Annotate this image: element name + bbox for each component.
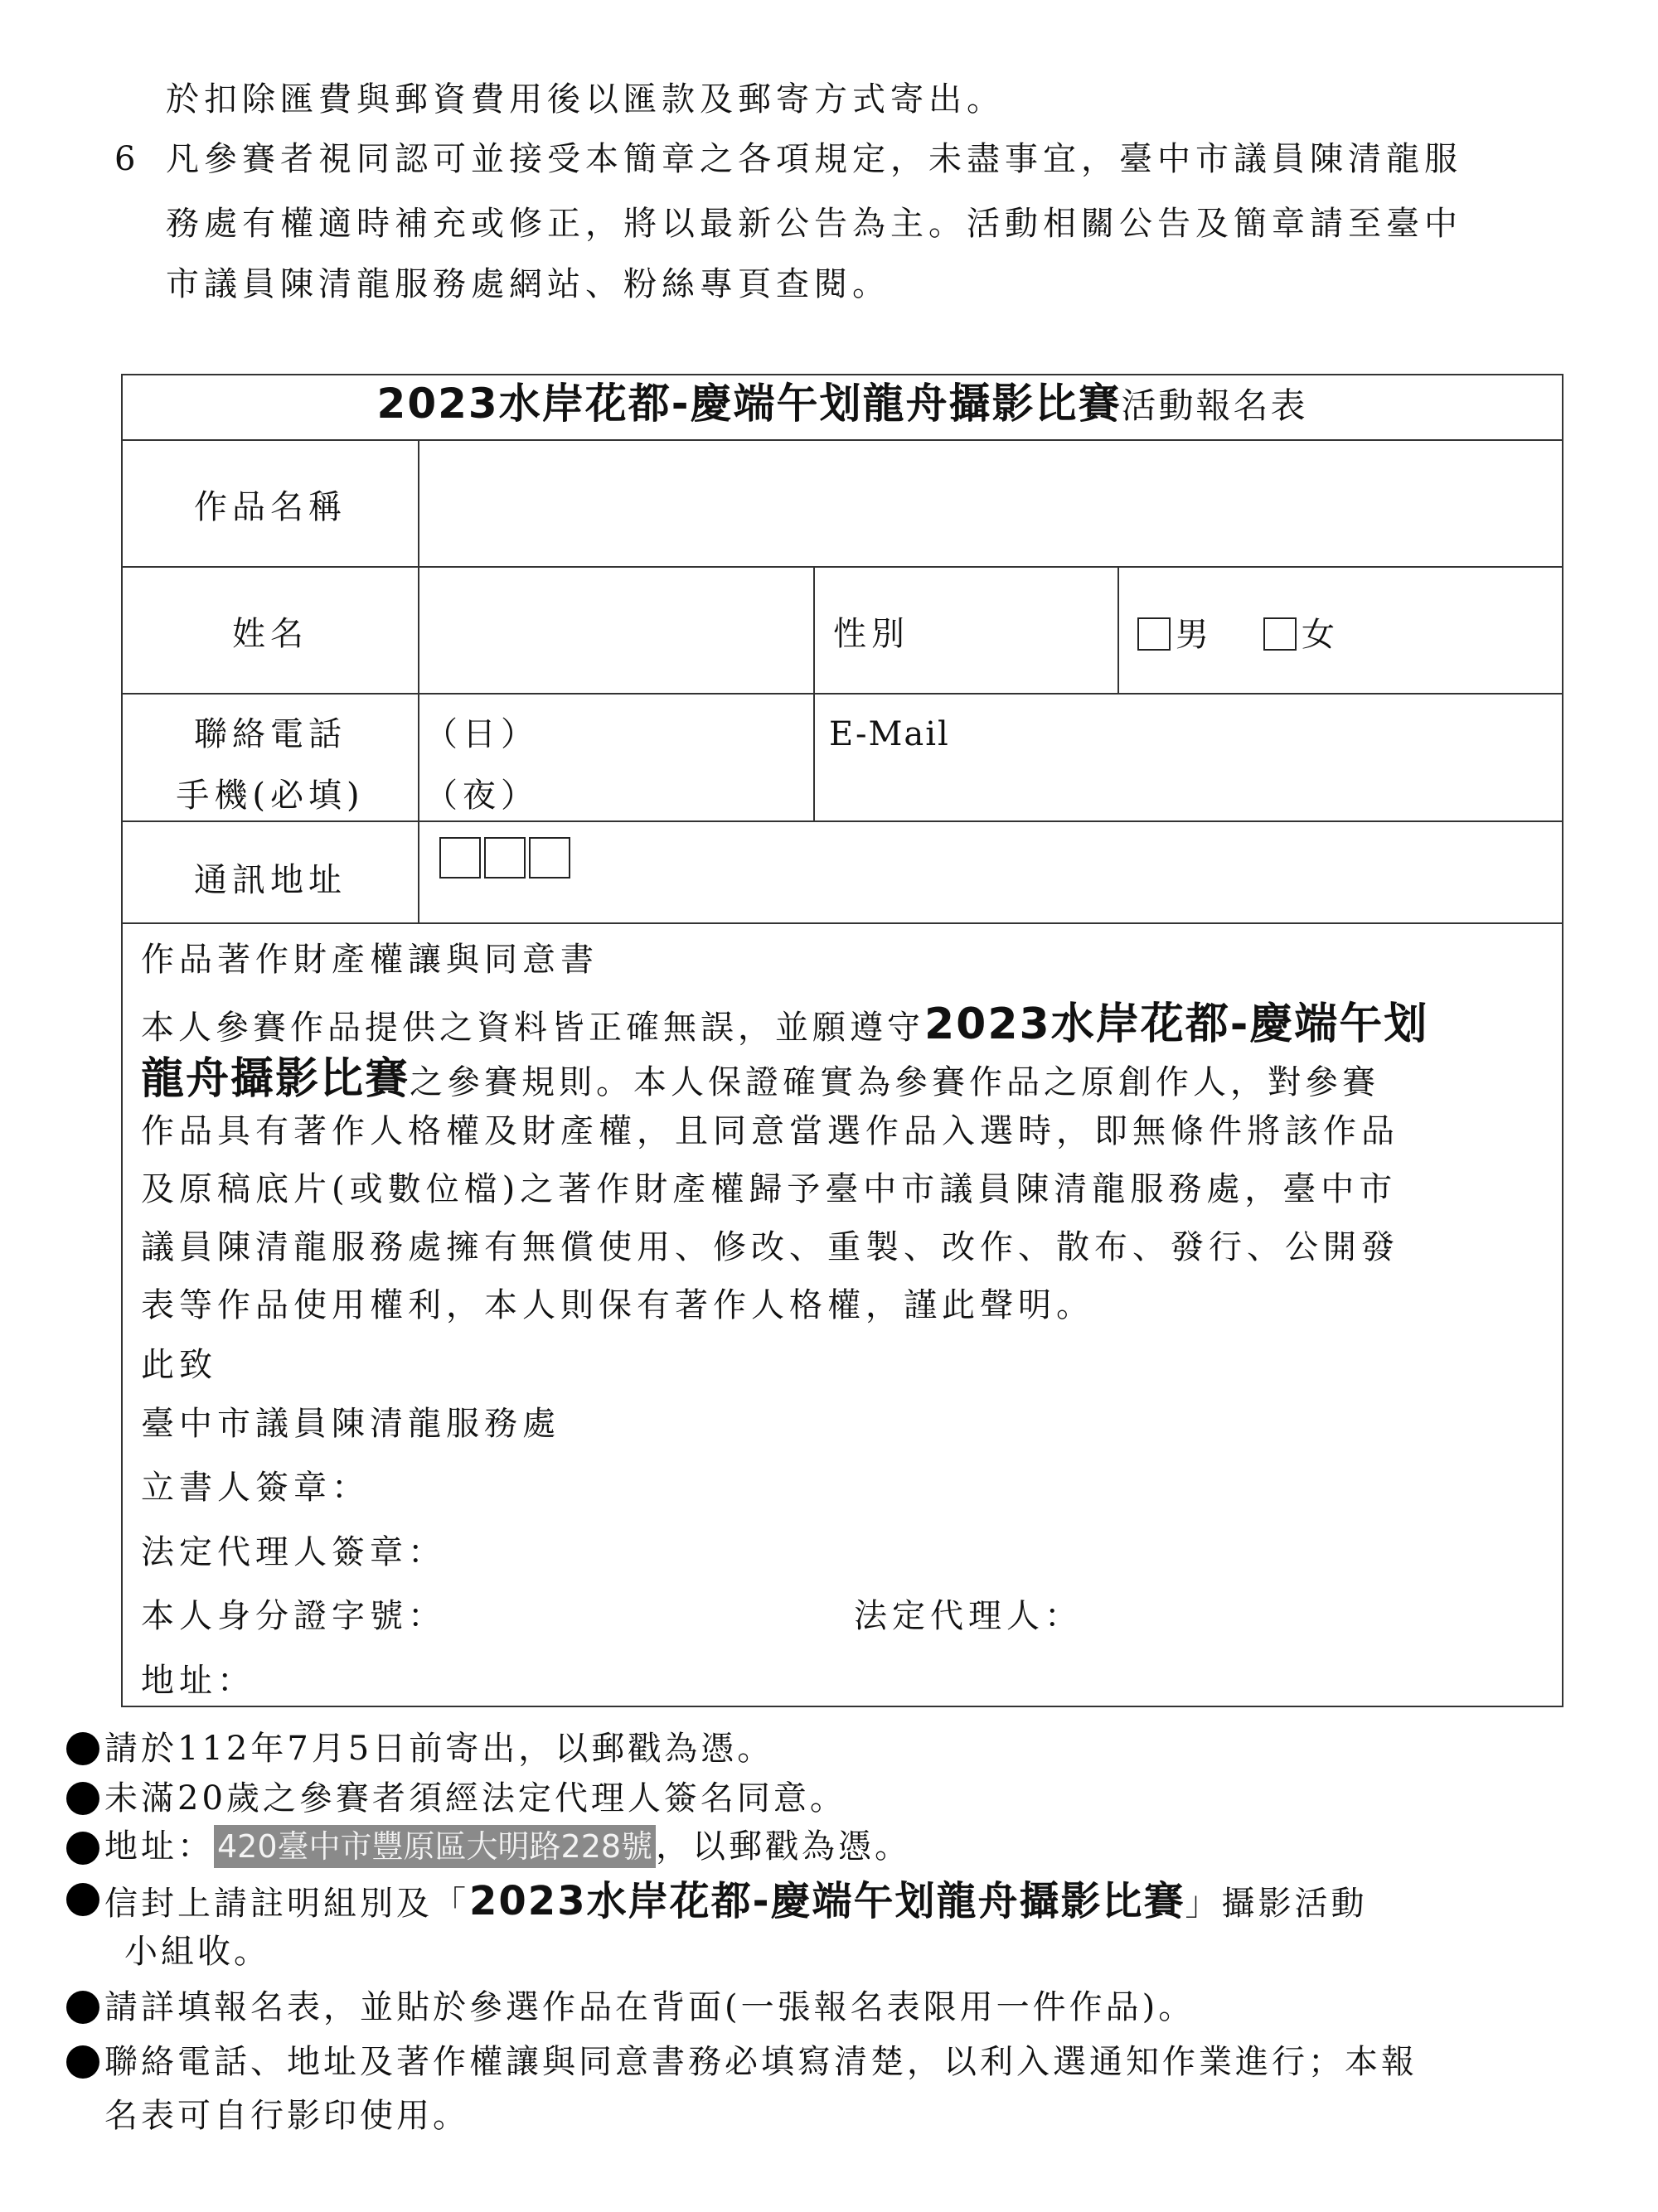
consent-to: 此致: [141, 1346, 217, 1384]
intro-line-1: 於扣除匯費與郵資費用後以匯款及郵寄方式寄出。: [166, 80, 1005, 119]
name-label: 姓名: [232, 615, 308, 653]
postal-code-box-2[interactable]: [484, 837, 526, 879]
consent-line-2: [141, 1054, 1380, 1104]
gender-male-checkbox[interactable]: [1137, 617, 1171, 651]
note-address: [104, 1827, 912, 1866]
form-col-line-label: [418, 439, 419, 924]
note-address-label: 地址：: [104, 1827, 214, 1866]
consent-event-name: 2023水岸花都-慶端午划: [924, 1000, 1429, 1049]
note-envelope: [104, 1878, 1368, 1924]
address-label: 通訊地址: [194, 861, 347, 899]
gender-label: 性別: [833, 615, 909, 653]
id-number-field[interactable]: 本人身分證字號：: [141, 1597, 446, 1635]
consent-line-5: 議員陳清龍服務處擁有無償使用、修改、重製、改作、散布、發行、公開發: [141, 1228, 1399, 1266]
bullet-1: [66, 1732, 99, 1765]
bullet-4: [66, 1883, 99, 1916]
form-title: [123, 380, 1562, 428]
form-row-line-3: [121, 693, 1563, 695]
consent-event-name-cont: 龍舟攝影比賽: [141, 1054, 410, 1104]
form-border-right: [1562, 374, 1563, 1707]
work-name-field[interactable]: [423, 443, 1559, 564]
form-row-line-4: [121, 820, 1563, 822]
form-row-line-1: [121, 439, 1563, 441]
signer-field[interactable]: 立書人簽章：: [141, 1469, 370, 1507]
item-6-line-2: 務處有權適時補充或修正，將以最新公告為主。活動相關公告及簡章請至臺中: [166, 205, 1462, 243]
postal-code-boxes: [439, 837, 574, 879]
signer-address-field[interactable]: 地址：: [141, 1662, 255, 1700]
form-col-line-mid: [813, 566, 815, 822]
note-envelope-line-2: 小組收。: [124, 1933, 270, 1971]
guardian-sign-field[interactable]: 法定代理人簽章：: [141, 1533, 446, 1571]
note-contact-required-line-2: 名表可自行影印使用。: [104, 2097, 469, 2135]
note-envelope-event: 2023水岸花都-慶端午划龍舟攝影比賽: [469, 1878, 1185, 1924]
phone-night-field[interactable]: （夜）: [424, 777, 539, 815]
gender-female-label: 女: [1302, 616, 1340, 654]
item-6-number: 6: [114, 140, 141, 178]
note-minor-consent: 未滿20歲之參賽者須經法定代理人簽名同意。: [104, 1779, 846, 1818]
postal-code-box-1[interactable]: [439, 837, 481, 879]
note-address-suffix: ，以郵戳為憑。: [656, 1827, 912, 1866]
phone-day-field[interactable]: （日）: [424, 715, 539, 753]
mobile-label: 手機(必填): [176, 777, 365, 815]
postal-code-box-3[interactable]: [529, 837, 570, 879]
consent-line-3: 作品具有著作人格權及財產權，且同意當選作品入選時，即無條件將該作品: [141, 1112, 1399, 1150]
bullet-5: [66, 1991, 99, 2024]
note-contact-required: 聯絡電話、地址及著作權讓與同意書務必填寫清楚，以利入選通知作業進行；本報: [104, 2043, 1418, 2081]
guardian-field[interactable]: 法定代理人：: [854, 1597, 1083, 1635]
note-envelope-text: 信封上請註明組別及「: [104, 1885, 469, 1923]
email-field[interactable]: E-Mail: [829, 715, 950, 753]
bullet-2: [66, 1782, 99, 1815]
gender-male-label: 男: [1176, 616, 1214, 654]
form-title-event: 2023水岸花都-慶端午划龍舟攝影比賽: [376, 380, 1122, 428]
form-col-line-gender: [1117, 566, 1119, 695]
mailing-address-highlight: 420臺中市豐原區大明路228號: [214, 1825, 656, 1868]
consent-line-2-text: 之參賽規則。本人保證確實為參賽作品之原創作人，對參賽: [410, 1063, 1380, 1101]
consent-line-1-text: 本人參賽作品提供之資料皆正確無誤，並願遵守: [141, 1009, 924, 1047]
consent-line-6: 表等作品使用權利，本人則保有著作人格權，謹此聲明。: [141, 1286, 1094, 1324]
gender-female-checkbox[interactable]: [1263, 617, 1297, 651]
bullet-6: [66, 2045, 99, 2079]
bullet-3: [66, 1832, 99, 1865]
item-6-line-1: 凡參賽者視同認可並接受本簡章之各項規定，未盡事宜，臺中市議員陳清龍服: [166, 140, 1462, 178]
name-field[interactable]: [423, 570, 809, 690]
form-border-top: [121, 374, 1563, 375]
consent-title: 作品著作財產權讓與同意書: [141, 941, 599, 979]
form-border-bottom: [121, 1706, 1563, 1707]
consent-office: 臺中市議員陳清龍服務處: [141, 1405, 560, 1443]
note-deadline: 請於112年7月5日前寄出，以郵戳為憑。: [104, 1730, 774, 1768]
consent-line-4: 及原稿底片(或數位檔)之著作財產權歸予臺中市議員陳清龍服務處，臺中市: [141, 1170, 1398, 1208]
note-envelope-suffix: 」攝影活動: [1185, 1885, 1368, 1923]
note-fill-form: 請詳填報名表，並貼於參選作品在背面(一張報名表限用一件作品)。: [104, 1988, 1195, 2026]
form-title-suffix: 活動報名表: [1121, 385, 1308, 426]
gender-options: [1137, 616, 1340, 654]
phone-label: 聯絡電話: [194, 715, 347, 753]
consent-line-1: [141, 1000, 1429, 1049]
item-6-line-3: 市議員陳清龍服務處網站、粉絲專頁查閱。: [166, 265, 890, 303]
form-border-left: [121, 374, 123, 1707]
form-row-line-2: [121, 566, 1563, 568]
work-name-label: 作品名稱: [194, 488, 347, 526]
form-row-line-5: [121, 922, 1563, 924]
